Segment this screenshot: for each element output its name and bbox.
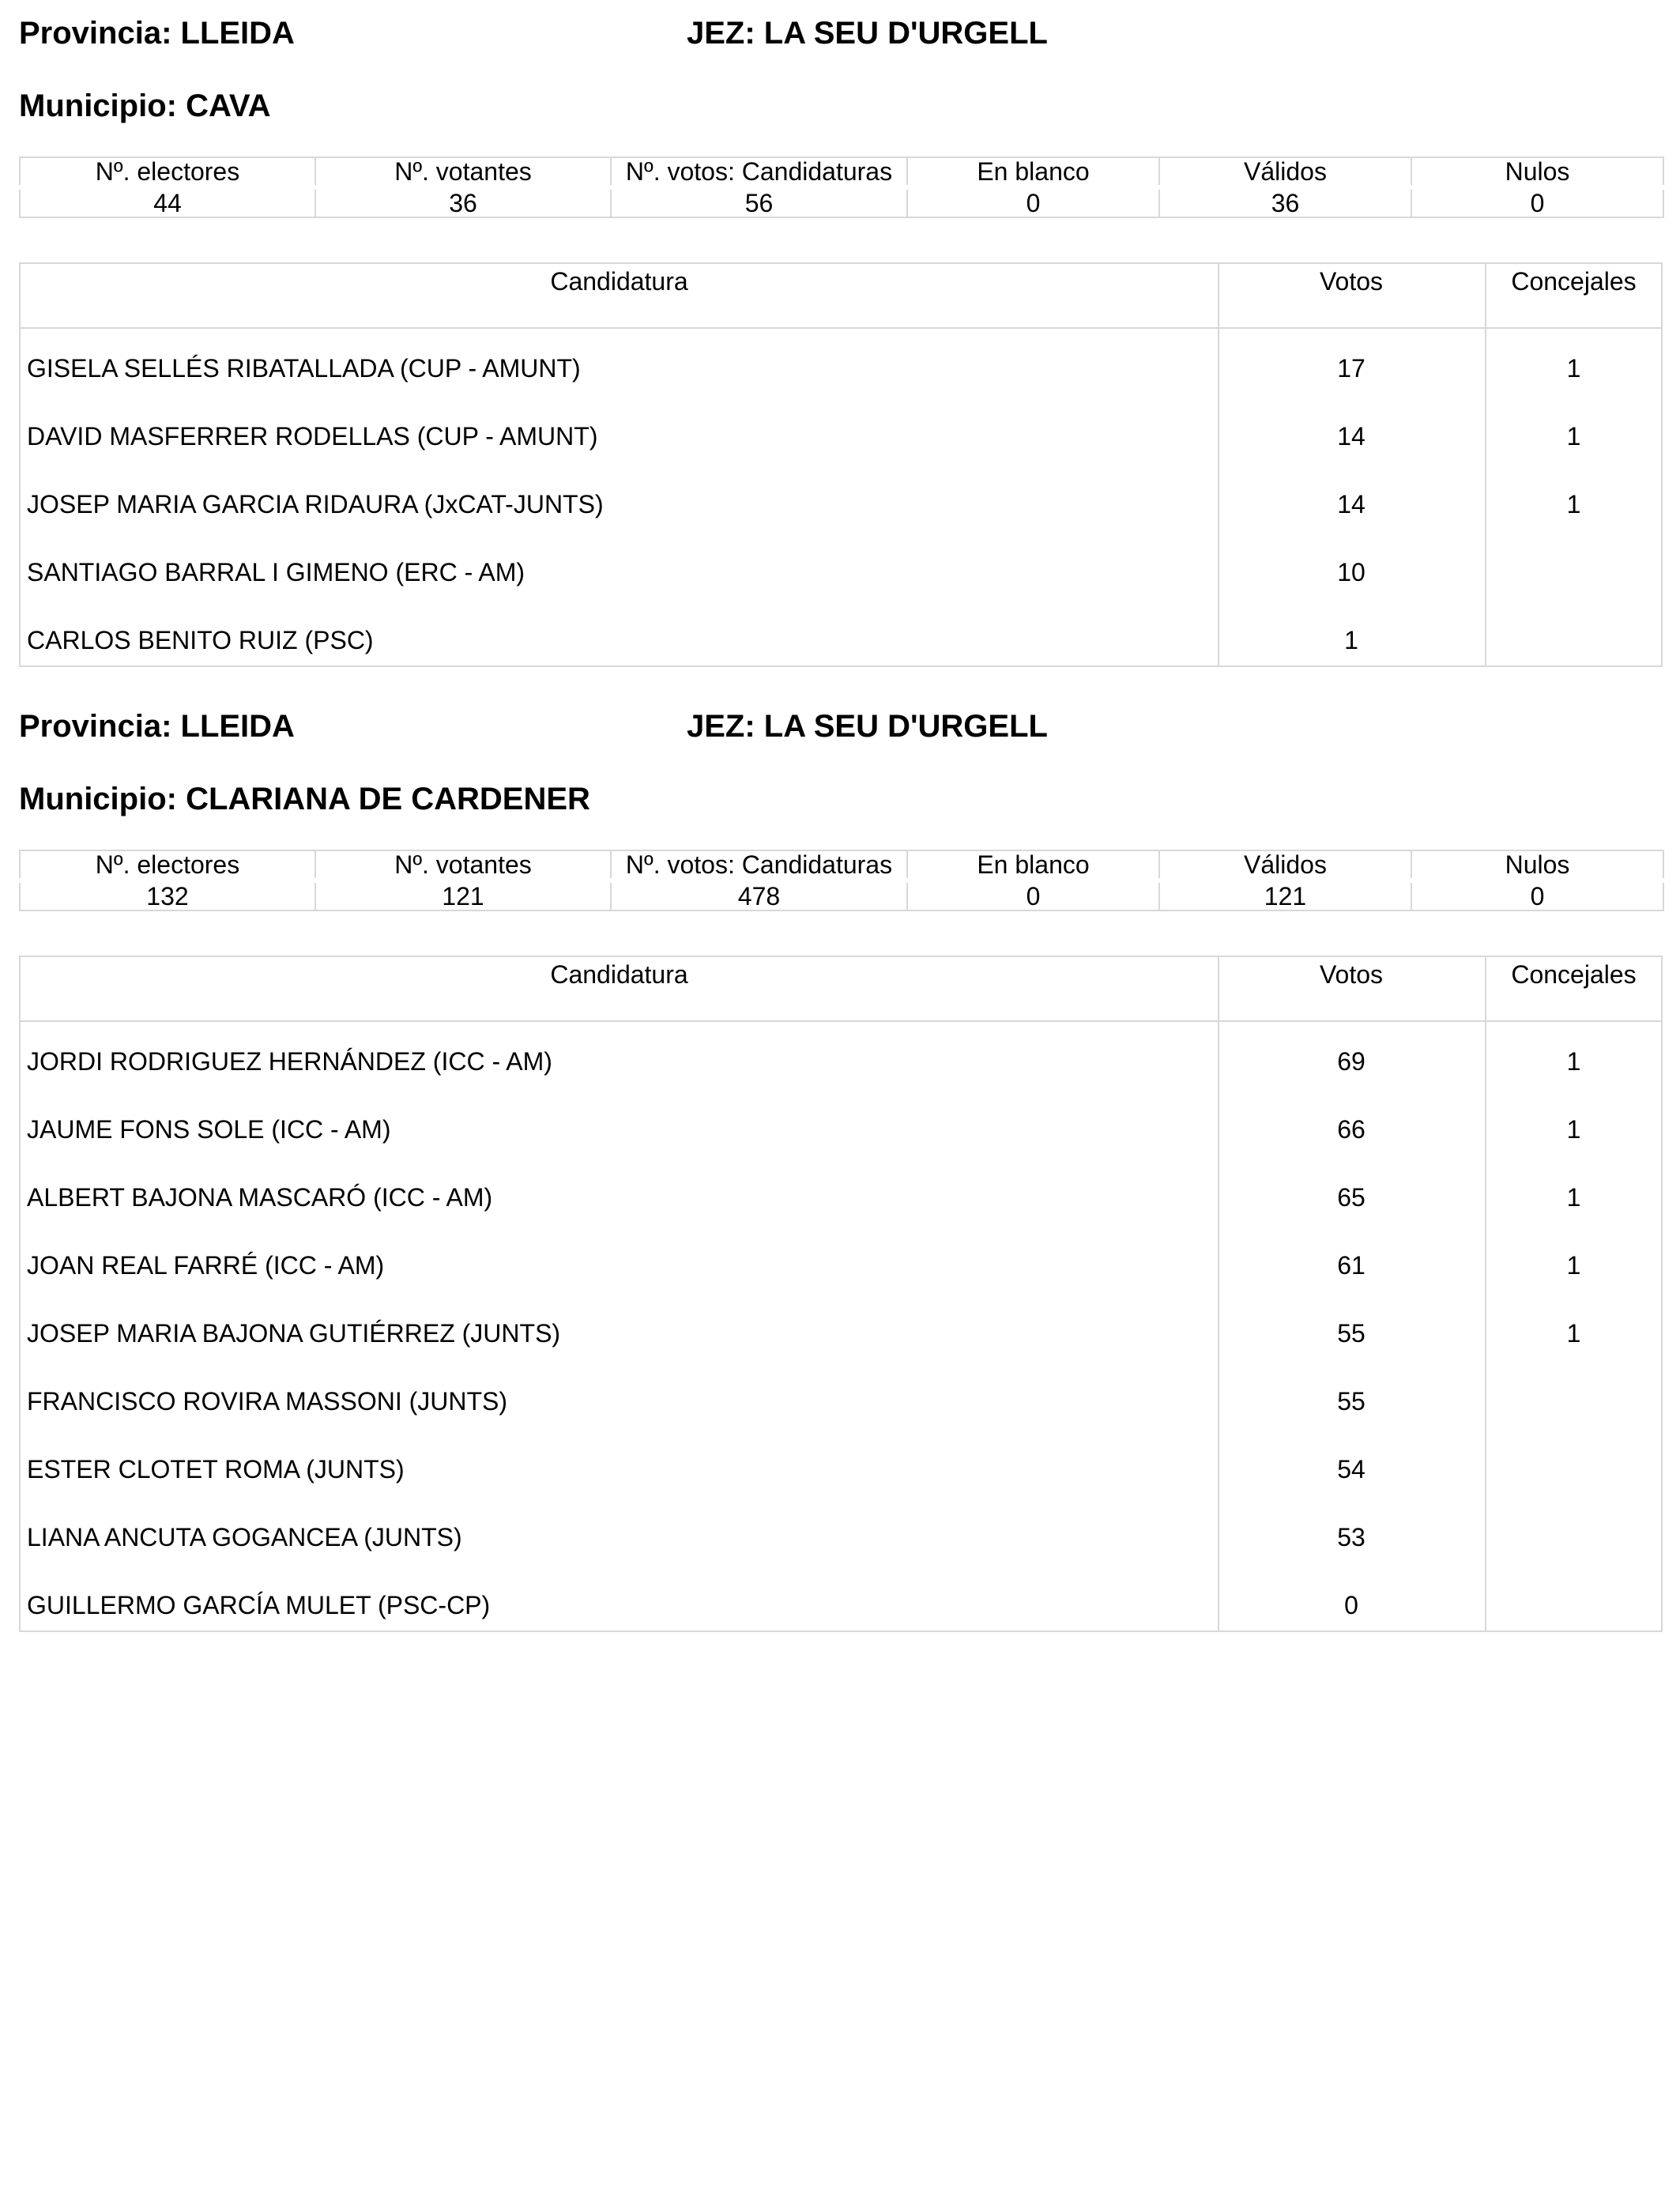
candidate-votes: 14 — [1337, 490, 1365, 518]
candidate-councillors: 1 — [1566, 1047, 1581, 1076]
candidate-name: ALBERT BAJONA MASCARÓ (ICC - AM) — [27, 1183, 493, 1212]
stats-value-row — [20, 880, 1663, 910]
stats-header-cell: Nulos — [1411, 157, 1663, 187]
municipality-section — [19, 709, 1663, 1619]
provincia-label: Provincia: LLEIDA — [19, 709, 295, 744]
stats-value-cell: 132 — [20, 880, 315, 910]
stats-value-cell: 44 — [20, 187, 315, 217]
candidate-votes: 65 — [1337, 1183, 1365, 1212]
candidates-table — [19, 262, 1663, 667]
candidate-name: GUILLERMO GARCÍA MULET (PSC-CP) — [27, 1591, 491, 1619]
concejales-header: Concejales — [1511, 960, 1637, 989]
stats-value-cell: 56 — [611, 187, 907, 217]
candidate-votes: 1 — [1344, 626, 1358, 654]
candidate-row — [21, 1498, 1661, 1566]
candidate-row — [21, 1226, 1661, 1294]
candidate-votes: 17 — [1337, 354, 1365, 383]
candidate-councillors: 1 — [1566, 1115, 1581, 1144]
section-header — [19, 709, 1663, 756]
candidate-name: CARLOS BENITO RUIZ (PSC) — [27, 626, 374, 654]
jez-label: JEZ: LA SEU D'URGELL — [687, 16, 1048, 51]
candidate-row — [21, 1090, 1661, 1158]
candidate-name: GISELA SELLÉS RIBATALLADA (CUP - AMUNT) — [27, 354, 581, 383]
candidate-votes: 61 — [1337, 1251, 1365, 1280]
candidate-name: LIANA ANCUTA GOGANCEA (JUNTS) — [27, 1523, 462, 1551]
candidates-table — [19, 956, 1663, 1632]
stats-header-cell: Nº. votantes — [315, 850, 611, 880]
candidate-row — [21, 1294, 1661, 1362]
candidatura-header: Candidatura — [550, 960, 688, 989]
candidate-votes: 54 — [1337, 1455, 1365, 1483]
stats-value-cell: 0 — [907, 187, 1159, 217]
candidate-row — [21, 1566, 1661, 1634]
candidate-councillors: 1 — [1566, 1319, 1581, 1348]
candidate-row — [21, 533, 1661, 601]
municipio-label: Municipio: CAVA — [19, 89, 271, 123]
candidate-votes: 55 — [1337, 1319, 1365, 1348]
candidate-votes: 66 — [1337, 1115, 1365, 1144]
municipio-label: Municipio: CLARIANA DE CARDENER — [19, 782, 590, 816]
candidate-name: FRANCISCO ROVIRA MASSONI (JUNTS) — [27, 1387, 508, 1416]
candidatura-header: Candidatura — [550, 267, 688, 296]
candidates-header-row — [21, 264, 1661, 329]
stats-header-cell: Nulos — [1411, 850, 1663, 880]
stats-value-cell: 0 — [1411, 187, 1663, 217]
candidate-row — [21, 1022, 1661, 1090]
candidate-councillors: 1 — [1566, 1183, 1581, 1212]
stats-header-cell: En blanco — [907, 157, 1159, 187]
candidate-name: DAVID MASFERRER RODELLAS (CUP - AMUNT) — [27, 422, 598, 450]
candidate-name: SANTIAGO BARRAL I GIMENO (ERC - AM) — [27, 558, 525, 586]
candidate-row — [21, 1430, 1661, 1498]
candidate-votes: 10 — [1337, 558, 1365, 586]
candidate-name: JOAN REAL FARRÉ (ICC - AM) — [27, 1251, 385, 1280]
stats-value-row — [20, 187, 1663, 217]
candidate-row — [21, 397, 1661, 465]
stats-header-row — [20, 157, 1663, 187]
stats-header-cell: Válidos — [1159, 850, 1411, 880]
votos-header: Votos — [1319, 267, 1384, 296]
jez-label: JEZ: LA SEU D'URGELL — [687, 709, 1048, 744]
candidate-councillors: 1 — [1566, 490, 1581, 518]
stats-header-cell: En blanco — [907, 850, 1159, 880]
summary-stats-table — [19, 850, 1664, 911]
municipality-section — [19, 16, 1663, 654]
stats-value-cell: 36 — [1159, 187, 1411, 217]
votos-header: Votos — [1319, 960, 1384, 989]
stats-value-cell: 36 — [315, 187, 611, 217]
concejales-header: Concejales — [1511, 267, 1637, 296]
candidate-name: JAUME FONS SOLE (ICC - AM) — [27, 1115, 391, 1144]
stats-value-cell: 0 — [1411, 880, 1663, 910]
candidate-votes: 0 — [1344, 1591, 1358, 1619]
candidate-name: JORDI RODRIGUEZ HERNÁNDEZ (ICC - AM) — [27, 1047, 552, 1076]
stats-header-cell: Nº. electores — [20, 850, 315, 880]
stats-header-cell: Nº. votos: Candidaturas — [611, 157, 907, 187]
candidate-votes: 14 — [1337, 422, 1365, 450]
stats-header-row — [20, 850, 1663, 880]
stats-value-cell: 478 — [611, 880, 907, 910]
stats-value-cell: 0 — [907, 880, 1159, 910]
stats-header-cell: Válidos — [1159, 157, 1411, 187]
candidate-votes: 55 — [1337, 1387, 1365, 1416]
candidate-name: JOSEP MARIA GARCIA RIDAURA (JxCAT-JUNTS) — [27, 490, 604, 518]
stats-value-cell: 121 — [315, 880, 611, 910]
stats-header-cell: Nº. electores — [20, 157, 315, 187]
stats-header-cell: Nº. votos: Candidaturas — [611, 850, 907, 880]
candidate-row — [21, 465, 1661, 533]
provincia-label: Provincia: LLEIDA — [19, 16, 295, 51]
candidate-row — [21, 1158, 1661, 1226]
section-header — [19, 16, 1663, 63]
candidate-row — [21, 329, 1661, 397]
candidate-councillors: 1 — [1566, 354, 1581, 383]
candidate-name: ESTER CLOTET ROMA (JUNTS) — [27, 1455, 405, 1483]
summary-stats-table — [19, 156, 1664, 218]
candidate-row — [21, 601, 1661, 669]
candidate-votes: 69 — [1337, 1047, 1365, 1076]
candidate-row — [21, 1362, 1661, 1430]
stats-header-cell: Nº. votantes — [315, 157, 611, 187]
candidate-councillors: 1 — [1566, 1251, 1581, 1280]
candidate-councillors: 1 — [1566, 422, 1581, 450]
candidate-name: JOSEP MARIA BAJONA GUTIÉRREZ (JUNTS) — [27, 1319, 561, 1348]
candidates-header-row — [21, 957, 1661, 1022]
candidate-votes: 53 — [1337, 1523, 1365, 1551]
stats-value-cell: 121 — [1159, 880, 1411, 910]
